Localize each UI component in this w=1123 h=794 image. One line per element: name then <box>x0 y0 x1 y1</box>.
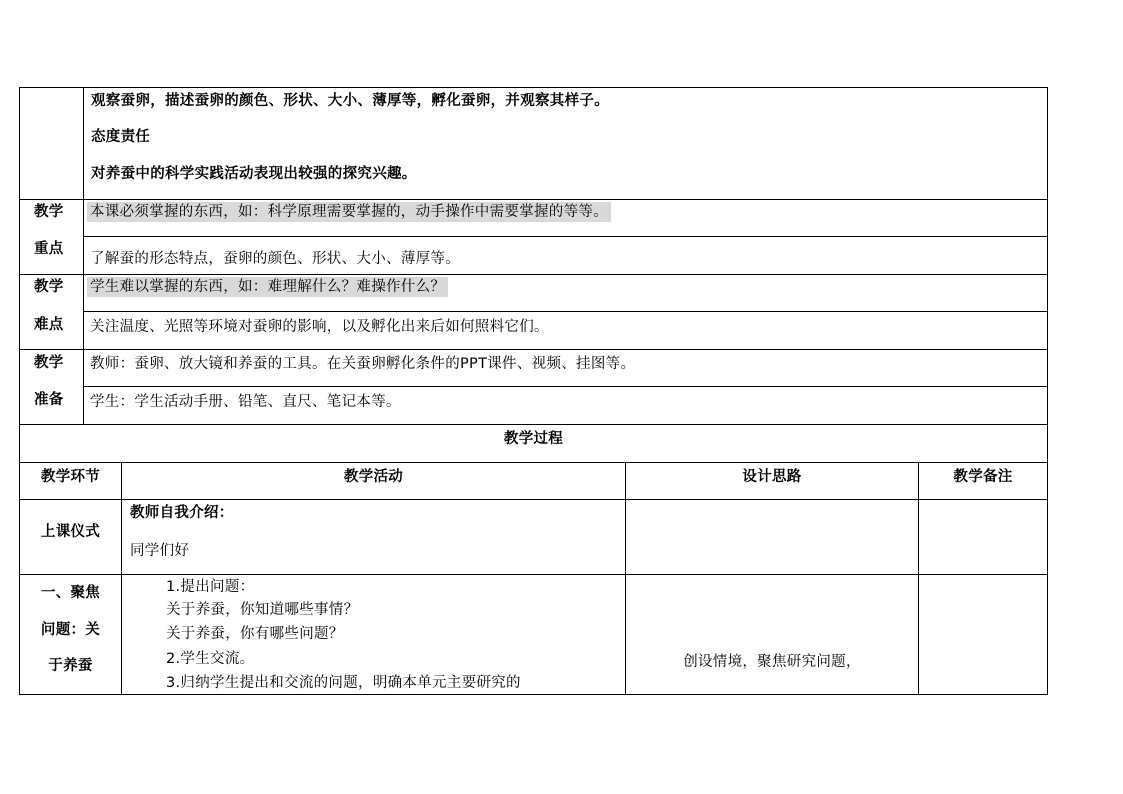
activity-line: 教师自我介绍： <box>130 505 234 521</box>
stage-cell: 问题：关 <box>40 622 101 638</box>
process-title: 教学过程 <box>503 431 564 447</box>
preparation-label: 教学 <box>34 355 64 371</box>
key-points-hint: 本课必须掌握的东西，如：科学原理需要掌握的，动手操作中需要掌握的等等。 <box>87 203 611 221</box>
row-divider <box>20 199 1047 200</box>
activity-line: 3.归纳学生提出和交流的问题，明确本单元主要研究的 <box>166 675 521 691</box>
row-divider <box>20 349 1047 350</box>
stage-cell: 于养蚕 <box>48 658 93 674</box>
row-divider <box>20 274 1047 275</box>
activity-line: 关于养蚕，你知道哪些事情？ <box>166 602 359 618</box>
column-divider <box>121 462 122 694</box>
design-cell: 创设情境，聚焦研究问题， <box>683 654 861 670</box>
stage-cell: 上课仪式 <box>40 524 101 540</box>
preparation-student: 学生：学生活动手册、铅笔、直尺、笔记本等。 <box>90 394 401 410</box>
row-divider <box>83 236 1047 237</box>
key-points-label: 重点 <box>34 241 64 257</box>
row-divider <box>20 574 1047 575</box>
activity-line: 关于养蚕，你有哪些问题？ <box>166 626 344 642</box>
column-divider <box>83 88 84 424</box>
difficulties-content: 关注温度、光照等环境对蚕卵的影响，以及孵化出来后如何照料它们。 <box>90 319 549 335</box>
row-divider <box>83 311 1047 312</box>
difficulties-label: 难点 <box>34 317 64 333</box>
attitude-text: 对养蚕中的科学实践活动表现出较强的探究兴趣。 <box>91 166 417 182</box>
row-divider <box>20 424 1047 425</box>
header-notes: 教学备注 <box>953 469 1013 485</box>
preparation-label: 准备 <box>34 392 64 408</box>
row-divider <box>83 386 1047 387</box>
header-design: 设计思路 <box>742 469 802 485</box>
stage-cell: 一、聚焦 <box>40 585 101 601</box>
key-points-label: 教学 <box>34 204 64 220</box>
key-points-content: 了解蚕的形态特点，蚕卵的颜色、形状、大小、薄厚等。 <box>90 251 460 267</box>
row-divider <box>20 499 1047 500</box>
row-divider <box>20 462 1047 463</box>
activity-line: 2.学生交流。 <box>166 651 255 667</box>
objective-line: 观察蚕卵，描述蚕卵的颜色、形状、大小、薄厚等，孵化蚕卵，并观察其样子。 <box>91 93 609 109</box>
activity-line: 同学们好 <box>130 543 190 559</box>
header-activity: 教学活动 <box>343 469 404 485</box>
lesson-plan-table <box>19 87 1048 695</box>
attitude-heading: 态度责任 <box>91 129 151 145</box>
header-stage: 教学环节 <box>40 469 101 485</box>
preparation-teacher: 教师：蚕卵、放大镜和养蚕的工具。在关蚕卵孵化条件的PPT课件、视频、挂图等。 <box>90 356 636 372</box>
column-divider <box>918 462 919 694</box>
difficulties-label: 教学 <box>34 279 64 295</box>
difficulties-hint: 学生难以掌握的东西，如：难理解什么？难操作什么？ <box>87 278 448 296</box>
activity-line: 1.提出问题： <box>166 579 255 595</box>
